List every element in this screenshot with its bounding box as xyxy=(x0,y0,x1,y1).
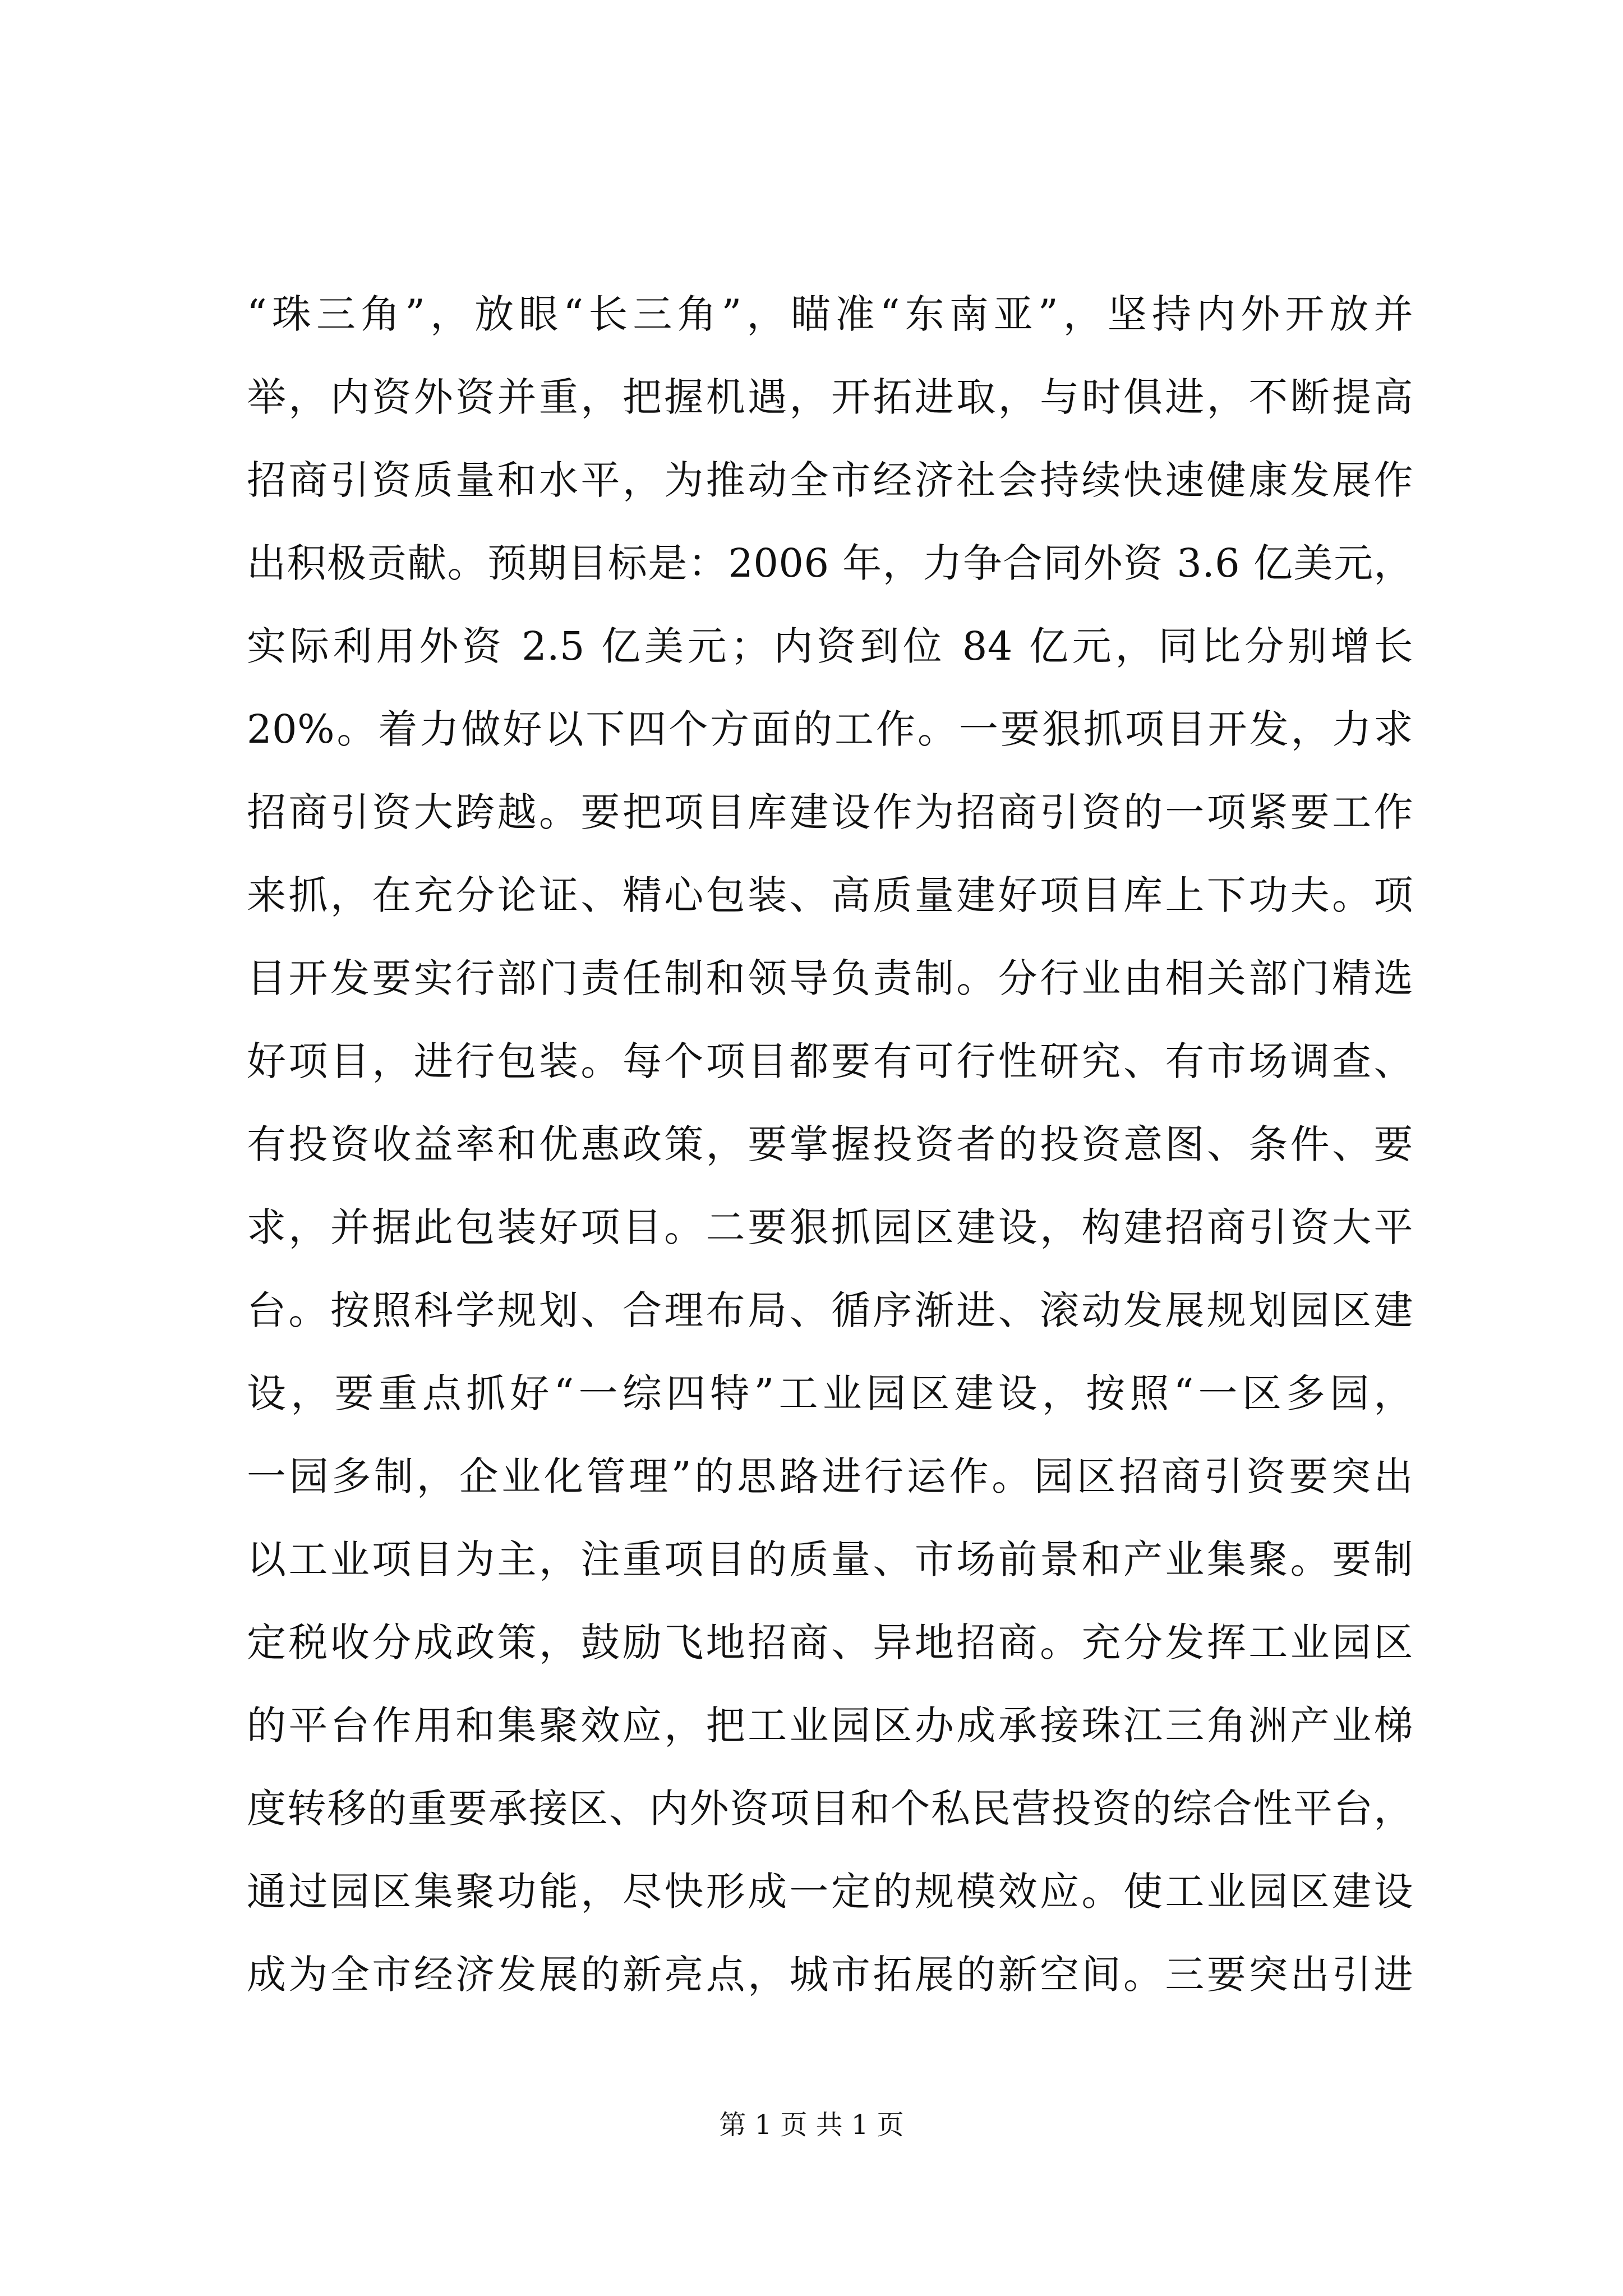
text-line: 以工业项目为主，注重项目的质量、市场前景和产业集聚。要制 xyxy=(247,1536,1413,1582)
text-line: 目开发要实行部门责任制和领导负责制。分行业由相关部门精选 xyxy=(247,955,1413,1001)
text-line: 成为全市经济发展的新亮点，城市拓展的新空间。三要突出引进 xyxy=(247,1952,1413,1998)
text-line: 20%。着力做好以下四个方面的工作。一要狠抓项目开发，力求 xyxy=(247,706,1413,752)
text-line: 实际利用外资 2.5 亿美元；内资到位 84 亿元，同比分别增长 xyxy=(247,623,1413,669)
text-line: 设，要重点抓好“一综四特”工业园区建设，按照“一区多园， xyxy=(247,1370,1413,1416)
body-paragraph xyxy=(247,273,1413,2016)
text-line: “珠三角”，放眼“长三角”，瞄准“东南亚”，坚持内外开放并 xyxy=(247,291,1413,337)
text-line: 的平台作用和集聚效应，把工业园区办成承接珠江三角洲产业梯 xyxy=(247,1703,1413,1749)
text-line: 来抓，在充分论证、精心包装、高质量建好项目库上下功夫。项 xyxy=(247,872,1413,918)
text-line: 招商引资大跨越。要把项目库建设作为招商引资的一项紧要工作 xyxy=(247,789,1413,835)
text-line: 台。按照科学规划、合理布局、循序渐进、滚动发展规划园区建 xyxy=(247,1287,1413,1333)
page-footer xyxy=(0,2108,1623,2142)
text-line: 举，内资外资并重，把握机遇，开拓进取，与时俱进，不断提高 xyxy=(247,374,1413,420)
text-line: 定税收分成政策，鼓励飞地招商、异地招商。充分发挥工业园区 xyxy=(247,1619,1413,1665)
text-line: 好项目，进行包装。每个项目都要有可行性研究、有市场调查、 xyxy=(247,1038,1413,1084)
text-line: 通过园区集聚功能，尽快形成一定的规模效应。使工业园区建设 xyxy=(247,1869,1413,1915)
text-line: 求，并据此包装好项目。二要狠抓园区建设，构建招商引资大平 xyxy=(247,1204,1413,1250)
page-number-label: 第 1 页 共 1 页 xyxy=(719,2109,904,2141)
text-line: 出积极贡献。预期目标是：2006 年，力争合同外资 3.6 亿美元， xyxy=(247,540,1413,586)
text-line: 有投资收益率和优惠政策，要掌握投资者的投资意图、条件、要 xyxy=(247,1121,1413,1167)
text-line: 一园多制，企业化管理”的思路进行运作。园区招商引资要突出 xyxy=(247,1453,1413,1499)
text-line: 招商引资质量和水平，为推动全市经济社会持续快速健康发展作 xyxy=(247,457,1413,503)
text-line: 度转移的重要承接区、内外资项目和个私民营投资的综合性平台， xyxy=(247,1786,1413,1832)
